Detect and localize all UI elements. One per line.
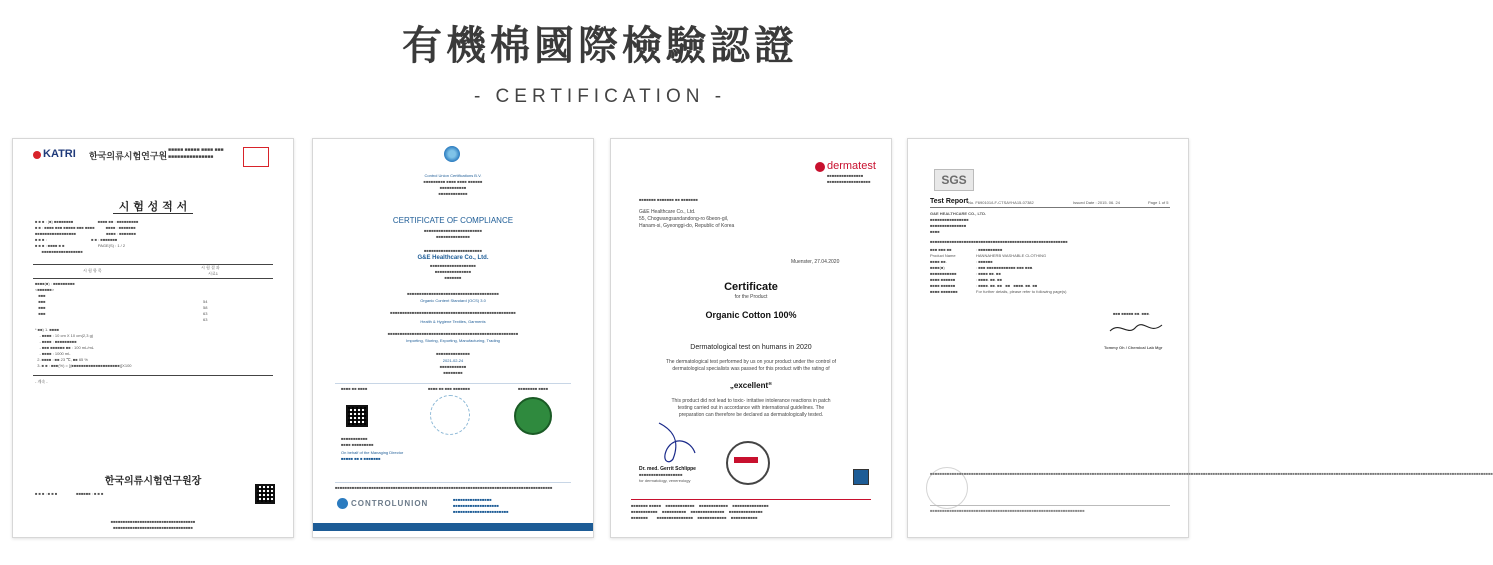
derma-address-1: 55, Chogwangsandandong-ro 6beon-gil, (639, 216, 729, 222)
certificate-dermatest[interactable]: dermatest ■■■■■■■■■■■■■■■ ■■■■■■■■■■■■■■■■■■ ■■■■■■■ ■■■■■■■ ■■ ■■■■■■■ G&E Healthcare Co., Ltd. 55, Chogwangsandandong-ro 6beon-gil, Hanam-si, Gyeonggi-do, Republic of Korea Muenster, 27.04.2020 Certificate for the Product Organic Cotton 100% Dermatological test on humans in 2020 The dermatological test performed by us on your product under the control of dermatological specialists was passed for this product with the rating of „excellent“ This product did not lead to toxic- irritative intolerance reactions in patch testing carried out in accordance with international guidelines. The preparation can therefore be declared as dermatologically tested. Dr. med. Gerrit Schlippe ■■■■■■■■■■■■■■■■■■ for dermatology, venereology ■■■■■■■ ■■■■■ ■■■■■■■■■■■■ ■■■■■■■■■■■■ ■■■■■■■■■■■■■■■ ■■■■■■■■■■■ ■■■■■■■■■■ ■■■■■■■■■■■■■■ ■■■■■■■■■■■■■■ ■■■■■■■ ■■■■■■■■■■■■■■■ ■■■■■■■■■■■■ ■■■■■■■■■■■ (610, 138, 892, 538)
derma-rating: „excellent“ (729, 381, 773, 390)
sgs-product: HANNAHERB WASHABLE CLOTHING (976, 253, 1047, 258)
sgs-page: Page 1 of 5 (1148, 200, 1169, 205)
cu-product: Health & Hygiene Textiles, Garments (420, 319, 486, 324)
sgs-issued: Issued Date : 2015. 06. 24 (1073, 200, 1120, 205)
cu-signatory-note: On behalf of the Managing Director (341, 450, 404, 455)
cu-footer-logo: CONTROLUNION (351, 499, 429, 508)
cu-activities: Importing, Storing, Exporting, Manufacturing, Trading (406, 338, 500, 343)
cu-org: Control Union Certifications B.V. (424, 173, 482, 178)
derma-signer-title: for dermatology, venereology (639, 478, 691, 483)
katri-table-header: 시 험 항 목 (83, 268, 102, 273)
derma-label-icon (853, 469, 869, 485)
derma-for-product: for the Product (734, 294, 768, 300)
certificate-control-union[interactable]: Control Union Certifications B.V. ■■■■■■■■■ ■■■■ ■■■■ ■■■■■■ ■■■■■■■■■■■ ■■■■■■■■■■■■ CERTIFICATE OF COMPLIANCE ■■■■■■■■■■■■■■■■■■■■■■■■ ■■■■■■■■■■■■■■ ■■■■■■■■■■■■■■■■■■■■■■■■ G&E Healthcare Co., Ltd. ■■■■■■■■■■■■■■■■■■■ ■■■■■■■■■■■■■■■ ■■■■■■■ ■■■■■■■■■■■■■■■■■■■■■■■■■■■■■■■■■■■■■■ Organic Content Standard (OCS) 3.0 ■■■■■■■■■■■■■■■■■■■■■■■■■■■■■■■■■■■■■■■■■■■■■■■■■■■■ Health & Hygiene Textiles, Garments ■■■■■■■■■■■■■■■■■■■■■■■■■■■■■■■■■■■■■■■■■■■■■■■■■■■■■■ Importing, Storing, Exporting, Manufacturing, Trading ■■■■■■■■■■■■■■ 2021-02-24 ■■■■■■■■■■■ ■■■■■■■■ ■■■■ ■■ ■■■■ ■■■■ ■■ ■■■ ■■■■■■■ ■■■■■■■■ ■■■■ ■■■■■■■■■■■ ■■■■ ■■■■■■■■■ On behalf of the Managing Director ■■■■■ ■■ ■ ■■■■■■■ ■■■■■■■■■■■■■■■■■■■■■■■■■■■■■■■■■■■■■■■■■■■■■■■■■■■■■■■■■■■■■■■■■■■■■■■■■■■■■■■■■■■■■■■■■■ CONTROLUNION ■■■■■■■■■■■■■■■■ ■■■■■■■■■■■■■■■■■■■ ■■■■■■■■■■■■■■■■■■■■■■■ (312, 138, 594, 538)
sgs-product-label: Product Name (930, 253, 956, 258)
derma-cert-title: Certificate (724, 281, 778, 293)
sgs-logo: SGS (934, 169, 974, 191)
certificate-sgs[interactable]: SGS Test Report No. F690101/LF-CTSAYHA15-07382 Issued Date : 2015. 06. 24 Page 1 of 5 G&E HEALTHCARE CO., LTD. ■■■■■■■■■■■■■■■■ ■■■■■■■■■■■■■■■ ■■■■ ■■■■■■■■■■■■■■■■■■■■■■■■■■■■■■■■■■■■■■■■■■■■■■■■■■■■■■■■■ ■■■ ■■■ ■■ : ■■■■■■■■■■ Product Name HANNAHERB WASHABLE CLOTHING ■■■■ ■■. ■■■■(■) ■■■■■■■■■■■ ■■■■ ■■■■■■ ■■■■ ■■■■■■ ■■■■ ■■■■■■■ : ■■■■■■ : ■■■ ■■■■■■■■■■■■ ■■■ ■■■. : ■■■■ ■■. ■■ : ■■■■. ■■. ■■ : ■■■■. ■■. ■■ ■■ ■■■■. ■■. ■■ For further details, please refer to following page(s) ■■■ ■■■■■ ■■. ■■■. Tommy Oh / Chemical Lab Mgr ■■■■■■■■■■■■■■■■■■■■■■■■■■■■■■■■■■■■■■■■■■■■■■■■■■■■■■■■■■■■■■■■■■■■■■■■■■■■■■■■■■■■■■■■■■■■■■■■■■■■■■■■■■■■■■■■■■■■■■■■■■■■■■■■■■■■■■■■■■■■■■■■■■■■■■■■■■■■■■■■■■■■■■■■■■■■■■■■■■■■■■■■■■■■■■■■■■■■■■■■■■■■■■■■■■■■■■■■■■■■■■■■■■■■■■■■■ ■■■■■■■■■■■■■■■■■■■■■■■■■■■■■■■■■■■■■■■■■■■■■■■■■■■■■■■■■■■■■■■■ (907, 138, 1189, 538)
katri-value-2: 58 (203, 305, 208, 310)
katri-sample: 시료1 (208, 271, 218, 276)
katri-table-header2: 시 험 결 과 (201, 265, 220, 270)
page-subtitle: - CERTIFICATION - (473, 86, 727, 107)
dermatest-logo-icon (815, 162, 825, 172)
control-union-logo-icon (444, 146, 460, 162)
derma-signature (651, 419, 701, 467)
cu-company: G&E Healthcare Co., Ltd. (417, 255, 489, 261)
certificate-katri[interactable]: KATRI 한국의류시험연구원 ■■■■■ ■■■■■ ■■■■ ■■■ ■■■■■■■■■■■■■■■ 시 험 성 적 서 ■ ■ ■ : (■) ■■■■■■■■ ■■■■ ■■ : ■■■■■■■■■ ■ ■ : ■■■■ ■■■ ■■■■■ ■■■ ■■■■ ■■■■ : ■■■■■■■ ■■■■■■■■■■■■■■■■■ ■■■■ : ■■■■■■■ ■ ■ ■ : ■ ■ : ■■■■■■■ ■ ■ ■ : ■■■■ ■ ■ PAGE(S) : 1 / 2 ■■■■■■■■■■■■■■■■■ 시 험 항 목 시 험 결 과 시료1 ■■■■(■) : ■■■■■■■■■ <■■■■■■> ■■■ ■■■ ■■■ ■■■ 54 58 63 63 * ■■) 1. ■■■■ - ■■■■ : 10 cm X 10 cm(2,3 g) - ■■■■ : ■■■■■■■■■ - ■■■ ■■■■■■ ■■ : 100 mL/mL - ■■■■ : 1000 mL 2. ■■■■ : ■■ 23 ℃, ■■ 65 % 3. ■ ■ : ■■■(%) = [(■■■■■■■■■■■■■■■■■■■■)]X100 - 계속 - 한국의류시험연구원장 ■ ■ ■ : ■ ■ ■ ■■■■■■ : ■ ■ ■ ■■■■■■■■■■■■■■■■■■■■■■■■■■■■■■■■■■■ ■■■■■■■■■■■■■■■■■■■■■■■■■■■■■■■■■ (12, 138, 294, 538)
katri-logo-icon (33, 151, 41, 159)
derma-address-2: Hanam-si, Gyeonggi-do, Republic of Korea (639, 223, 735, 229)
katri-doc-title: 시 험 성 적 서 (118, 200, 188, 213)
sgs-report-no: No. F690101/LF-CTSAYHA15-07382 (968, 200, 1034, 205)
derma-signer: Dr. med. Gerrit Schlippe (639, 466, 696, 472)
derma-note-1: This product did not lead to toxic- irritative intolerance reactions in patch (671, 398, 831, 404)
sgs-report-title: Test Report (930, 198, 969, 205)
cu-qr-code (346, 405, 368, 427)
dermatest-brand: dermatest (827, 160, 876, 172)
katri-value-3: 63 (203, 311, 208, 316)
derma-body-2: dermatological specialists was passed for this product with the rating of (672, 366, 830, 372)
cu-footer-logo-icon (337, 498, 348, 509)
sgs-signer: Tommy Oh / Chemical Lab Mgr (1104, 345, 1163, 350)
katri-institute: 한국의류시험연구원 (89, 152, 168, 162)
derma-note-2: testing carried out in accordance with international guidelines. The (677, 405, 825, 411)
organic-seal-icon (514, 397, 552, 435)
derma-seal-icon (726, 441, 770, 485)
derma-note-3: preparation can therefore be declared as dermatologically tested. (678, 412, 824, 418)
katri-value-1: 54 (203, 299, 208, 304)
katri-qr-code (255, 484, 275, 504)
cu-seal-icon (430, 395, 470, 435)
sgs-test-result: For further details, please refer to following page(s) (976, 289, 1067, 294)
page-title: 有機棉國際檢驗認證 (402, 23, 798, 69)
katri-stamp (243, 147, 269, 167)
derma-company: G&E Healthcare Co., Ltd. (639, 209, 696, 215)
katri-footer-name: 한국의류시험연구원장 (104, 476, 202, 487)
katri-logo: KATRI (43, 148, 76, 160)
sgs-company: G&E HEALTHCARE CO., LTD. (930, 211, 987, 216)
derma-product: Organic Cotton 100% (705, 310, 797, 320)
katri-value-4: 63 (203, 317, 208, 322)
cu-standard: Organic Content Standard (OCS) 3.0 (420, 298, 486, 303)
cu-doc-title: CERTIFICATE OF COMPLIANCE (392, 216, 514, 225)
derma-body-1: The dermatological test performed by us on your product under the control of (665, 359, 837, 365)
cu-footer-bar (313, 523, 593, 531)
sgs-signature (1106, 317, 1166, 341)
cu-date: 2021-02-24 (442, 358, 464, 363)
katri-end-note: - 계속 - (35, 379, 48, 384)
derma-date: Muenster, 27.04.2020 (791, 259, 840, 265)
derma-test: Dermatological test on humans in 2020 (690, 344, 812, 351)
